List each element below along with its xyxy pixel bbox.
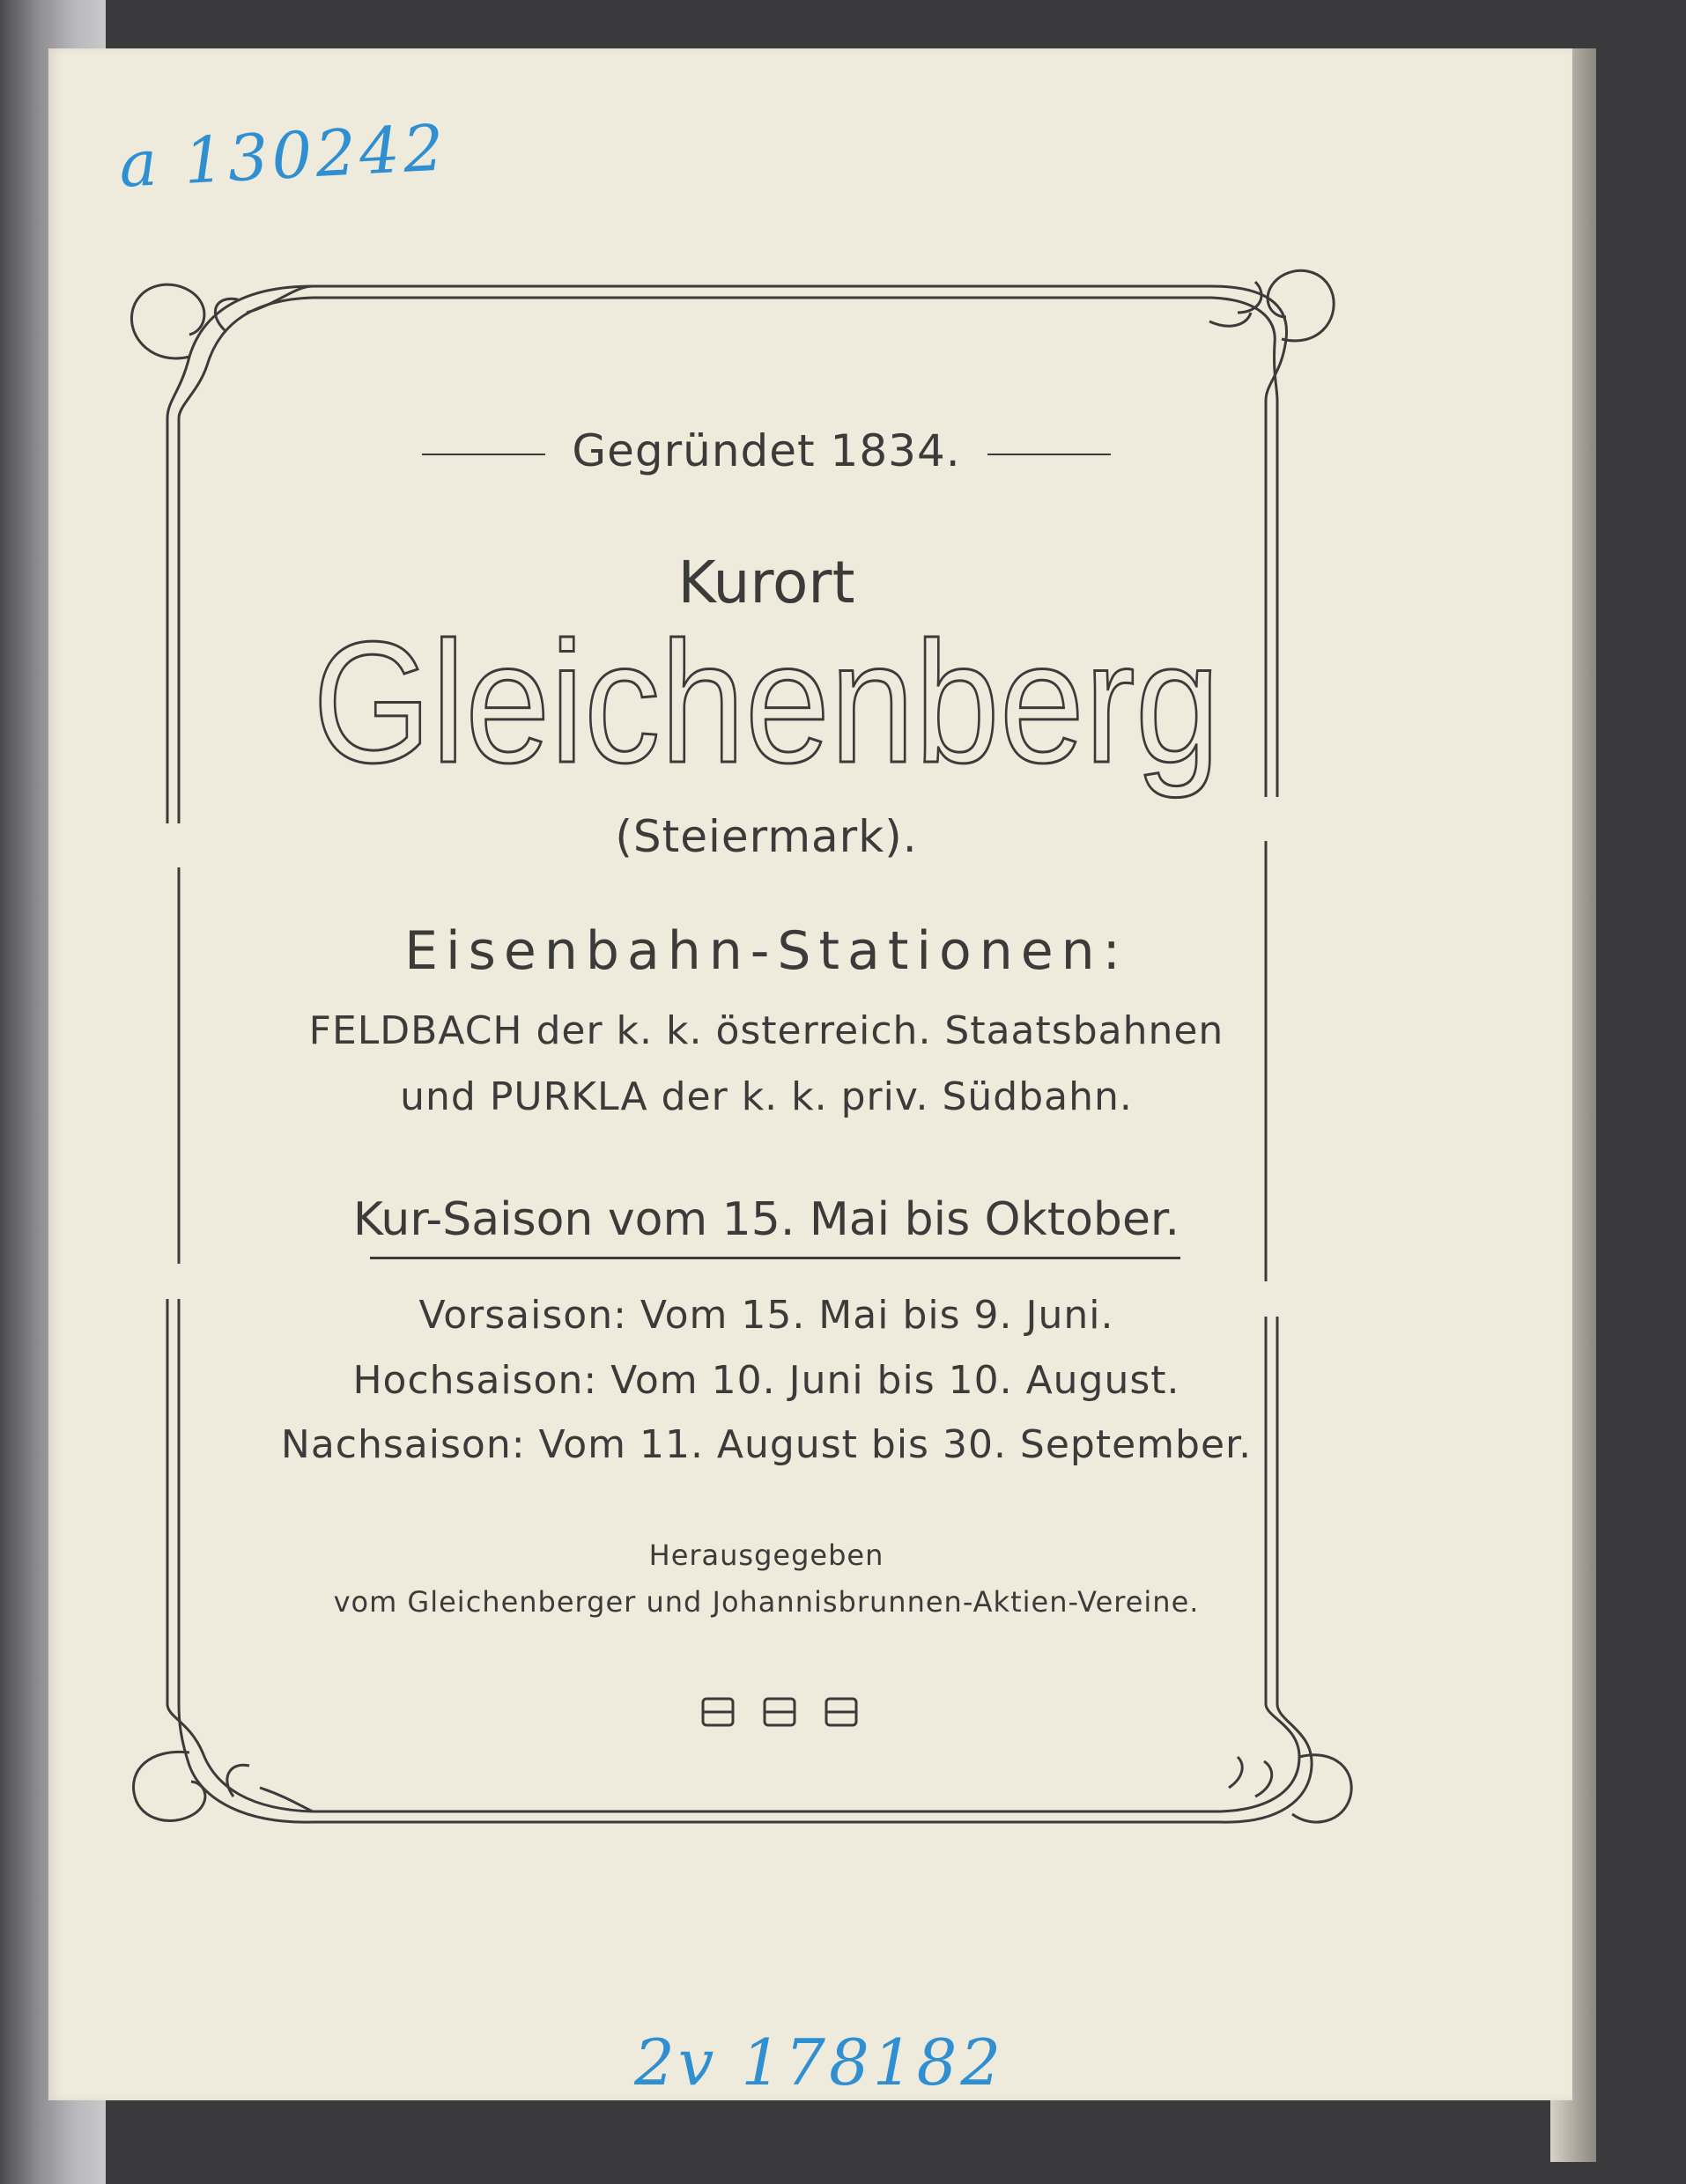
stations-line-purkla: und PURKLA der k. k. priv. Südbahn. [400, 1074, 1133, 1119]
title-page [48, 48, 1572, 2100]
right-dash-rule [987, 454, 1111, 455]
period-hochsaison: Hochsaison: Vom 10. Juni bis 10. August. [352, 1358, 1180, 1403]
region-label: (Steiermark). [615, 811, 918, 862]
handwritten-call-number-bottom: 2v 178182 [634, 2025, 1005, 2099]
handwritten-call-number-top: a 130242 [117, 110, 449, 202]
period-nachsaison: Nachsaison: Vom 11. August bis 30. September. [280, 1422, 1253, 1467]
founded-text: Gegründet 1834. [572, 425, 961, 476]
stations-heading: Eisenbahn-Stationen: [404, 920, 1128, 982]
period-vorsaison: Vorsaison: Vom 15. Mai bis 9. Juni. [418, 1293, 1114, 1338]
left-dash-rule [422, 454, 545, 455]
publisher-line-1: Herausgegeben [648, 1538, 884, 1572]
gleichenberg-title [48, 630, 1484, 806]
ornament-squares [700, 1695, 859, 1730]
stations-line-feldbach: FELDBACH der k. k. österreich. Staatsbahnen [308, 1008, 1224, 1053]
founded-line [48, 425, 1484, 476]
gleichenberg-outline-text: Gleichenberg [313, 630, 1220, 799]
kurort-label: Kurort [677, 549, 855, 616]
publisher-line-2: vom Gleichenberger und Johannisbrunnen-Aktien-Vereine. [333, 1585, 1200, 1619]
season-underline [370, 1257, 1180, 1259]
season-heading: Kur-Saison vom 15. Mai bis Oktober. [352, 1193, 1180, 1246]
